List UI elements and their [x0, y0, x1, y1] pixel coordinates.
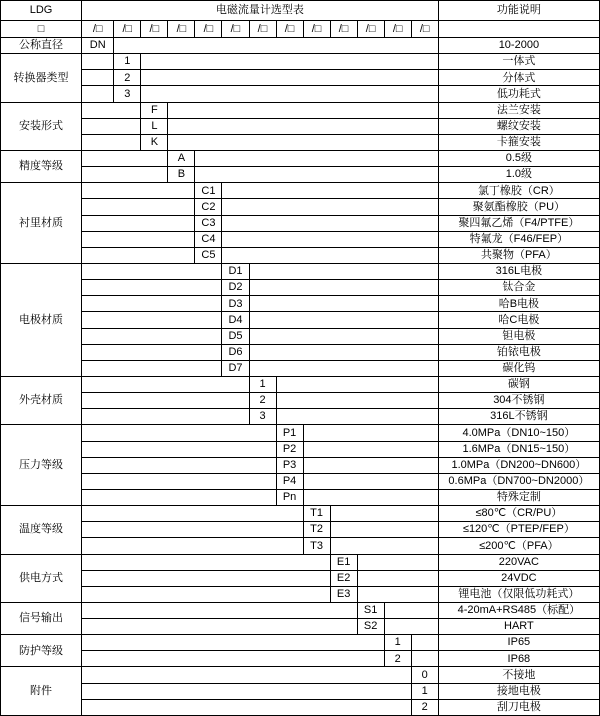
option-description: 316L电极 [438, 263, 599, 279]
option-code[interactable]: B [168, 167, 195, 183]
option-description: 聚四氟乙烯（F4/PTFE） [438, 215, 599, 231]
table-row [1, 683, 600, 699]
spacer-left [82, 506, 303, 522]
table-row [1, 538, 600, 554]
row-label-9: 温度等级 [1, 506, 82, 554]
option-code[interactable]: 3 [249, 409, 276, 425]
spacer-right [276, 393, 438, 409]
table-row [1, 619, 600, 635]
table-row [1, 215, 600, 231]
spacer-left [82, 602, 358, 618]
table-row [1, 602, 600, 618]
option-code[interactable]: P2 [276, 441, 303, 457]
spacer-left [82, 393, 249, 409]
table-row [1, 102, 600, 118]
option-code[interactable]: F [141, 102, 168, 118]
option-description: 分体式 [438, 70, 599, 86]
option-description: 共聚物（PFA） [438, 247, 599, 263]
spacer-left [82, 312, 222, 328]
row-label-3: 安装形式 [1, 102, 82, 150]
option-code[interactable]: C2 [195, 199, 222, 215]
table-row [1, 651, 600, 667]
spacer-left [82, 570, 330, 586]
spacer-left [82, 215, 195, 231]
table-row [1, 489, 600, 505]
option-code[interactable]: K [141, 134, 168, 150]
spacer-right [411, 651, 438, 667]
table-row [1, 393, 600, 409]
option-description: 接地电极 [438, 683, 599, 699]
option-code[interactable]: D1 [222, 263, 249, 279]
model-box-slot: /□ [168, 21, 195, 38]
table-row [1, 522, 600, 538]
option-description: 卡箍安装 [438, 134, 599, 150]
option-description: 螺纹安装 [438, 118, 599, 134]
spacer-right [276, 409, 438, 425]
table-row [1, 699, 600, 715]
option-description: 法兰安装 [438, 102, 599, 118]
table-row [1, 38, 600, 54]
row-label-1: 公称直径 [1, 38, 82, 54]
option-code[interactable]: E2 [330, 570, 357, 586]
model-code-row [1, 21, 600, 38]
spacer-right [114, 38, 438, 54]
option-code[interactable]: 1 [411, 683, 438, 699]
option-description: 4-20mA+RS485（标配） [438, 602, 599, 618]
model-box-slot: /□ [82, 21, 114, 38]
spacer-right [357, 570, 438, 586]
spacer-right [168, 118, 438, 134]
option-description: 不接地 [438, 667, 599, 683]
table-row [1, 263, 600, 279]
option-description: IP68 [438, 651, 599, 667]
model-box-slot: /□ [330, 21, 357, 38]
spacer-right [303, 489, 438, 505]
spacer-right [303, 425, 438, 441]
spacer-left [82, 667, 412, 683]
spacer-right [195, 150, 438, 166]
option-code[interactable]: S2 [357, 619, 384, 635]
option-description: 聚氨酯橡胶（PU） [438, 199, 599, 215]
table-row [1, 328, 600, 344]
model-box-slot: /□ [114, 21, 141, 38]
spacer-left [82, 619, 358, 635]
spacer-left [82, 473, 276, 489]
spacer-right [249, 280, 438, 296]
option-code[interactable]: D3 [222, 296, 249, 312]
row-label-10: 供电方式 [1, 554, 82, 602]
model-box-slot: /□ [276, 21, 303, 38]
table-row [1, 554, 600, 570]
option-code[interactable]: 1 [114, 54, 141, 70]
spacer-right [249, 296, 438, 312]
table-row [1, 54, 600, 70]
table-row [1, 150, 600, 166]
table-title: 电磁流量计选型表 [82, 1, 439, 21]
option-code[interactable]: C1 [195, 183, 222, 199]
option-description: 钛合金 [438, 280, 599, 296]
spacer-right [330, 506, 438, 522]
spacer-right [303, 473, 438, 489]
option-code[interactable]: T3 [303, 538, 330, 554]
spacer-left [82, 183, 195, 199]
table-row [1, 199, 600, 215]
model-prefix-label: LDG [1, 1, 82, 21]
spacer-right [357, 586, 438, 602]
spacer-left [82, 635, 385, 651]
option-description: 锂电池（仅限低功耗式） [438, 586, 599, 602]
model-box-slot: /□ [222, 21, 249, 38]
option-code[interactable]: DN [82, 38, 114, 54]
option-description: 铂铱电极 [438, 344, 599, 360]
option-code[interactable]: D4 [222, 312, 249, 328]
spacer-right [384, 619, 438, 635]
spacer-right [222, 183, 438, 199]
option-description: 特殊定制 [438, 489, 599, 505]
spacer-right [222, 199, 438, 215]
option-code[interactable]: P3 [276, 457, 303, 473]
model-box-slot: /□ [195, 21, 222, 38]
spacer-left [82, 683, 412, 699]
spacer-right [168, 102, 438, 118]
spacer-left [82, 199, 195, 215]
spacer-right [384, 602, 438, 618]
table-row [1, 667, 600, 683]
option-code[interactable]: 0 [411, 667, 438, 683]
option-code[interactable]: S1 [357, 602, 384, 618]
option-description: 碳钢 [438, 376, 599, 392]
selection-table-body [1, 1, 600, 716]
option-code[interactable]: C4 [195, 231, 222, 247]
table-row [1, 376, 600, 392]
model-box-slot: /□ [357, 21, 384, 38]
option-code[interactable]: 2 [114, 70, 141, 86]
option-description: 刮刀电极 [438, 699, 599, 715]
model-box-first: □ [1, 21, 82, 38]
model-box-slot: /□ [411, 21, 438, 38]
option-description: 特氟龙（F46/FEP） [438, 231, 599, 247]
table-row [1, 183, 600, 199]
option-code[interactable]: C3 [195, 215, 222, 231]
table-row [1, 473, 600, 489]
option-description: ≤200℃（PFA） [438, 538, 599, 554]
spacer-left [82, 409, 249, 425]
option-code[interactable]: 2 [411, 699, 438, 715]
table-row [1, 312, 600, 328]
option-code[interactable]: D6 [222, 344, 249, 360]
option-code[interactable]: A [168, 150, 195, 166]
spacer-right [195, 167, 438, 183]
spacer-left [82, 699, 412, 715]
spacer-left [82, 489, 276, 505]
spacer-left [82, 538, 303, 554]
option-code[interactable]: E3 [330, 586, 357, 602]
spacer-left [82, 651, 385, 667]
option-description: 一体式 [438, 54, 599, 70]
option-code[interactable]: L [141, 118, 168, 134]
option-description: 4.0MPa（DN10~150） [438, 425, 599, 441]
spacer-right [141, 86, 438, 102]
spacer-right [276, 376, 438, 392]
spacer-left [82, 522, 303, 538]
model-box-slot: /□ [249, 21, 276, 38]
option-code[interactable]: D5 [222, 328, 249, 344]
spacer-left [82, 231, 195, 247]
spacer-left [82, 376, 249, 392]
option-code[interactable]: 2 [249, 393, 276, 409]
function-description-header: 功能说明 [438, 1, 599, 21]
option-description: 24VDC [438, 570, 599, 586]
table-row [1, 425, 600, 441]
spacer-right [357, 554, 438, 570]
model-box-slot: /□ [141, 21, 168, 38]
table-row [1, 231, 600, 247]
option-code[interactable]: 1 [384, 635, 411, 651]
option-description: 氯丁橡胶（CR） [438, 183, 599, 199]
spacer-right [303, 441, 438, 457]
spacer-left [82, 247, 195, 263]
spacer-left [82, 360, 222, 376]
spacer-right [168, 134, 438, 150]
spacer-left [82, 134, 141, 150]
spacer-right [141, 70, 438, 86]
spacer-right [222, 247, 438, 263]
spacer-left [82, 328, 222, 344]
table-row [1, 1, 600, 21]
spacer-left [82, 167, 168, 183]
option-code[interactable]: 1 [249, 376, 276, 392]
option-description: 304不锈钢 [438, 393, 599, 409]
row-label-5: 衬里材质 [1, 183, 82, 264]
option-code[interactable]: P4 [276, 473, 303, 489]
row-label-12: 防护等级 [1, 635, 82, 667]
model-box-slot: /□ [303, 21, 330, 38]
spacer-left [82, 86, 114, 102]
spacer-left [82, 554, 330, 570]
table-row [1, 296, 600, 312]
row-label-6: 电极材质 [1, 263, 82, 376]
option-description: ≤120℃（PTEP/FEP） [438, 522, 599, 538]
option-description: 钽电极 [438, 328, 599, 344]
spacer-right [303, 457, 438, 473]
option-description: 碳化钨 [438, 360, 599, 376]
spacer-right [249, 312, 438, 328]
spacer-right [222, 231, 438, 247]
spacer-left [82, 54, 114, 70]
table-row [1, 70, 600, 86]
table-row [1, 134, 600, 150]
option-description: 1.6MPa（DN15~150） [438, 441, 599, 457]
option-code[interactable]: T1 [303, 506, 330, 522]
spacer-left [82, 441, 276, 457]
option-code[interactable]: E1 [330, 554, 357, 570]
table-row [1, 570, 600, 586]
spacer-right [249, 263, 438, 279]
option-code[interactable]: P1 [276, 425, 303, 441]
option-code[interactable]: C5 [195, 247, 222, 263]
table-row [1, 586, 600, 602]
table-row [1, 635, 600, 651]
option-code[interactable]: Pn [276, 489, 303, 505]
table-row [1, 167, 600, 183]
option-description: 0.6MPa（DN700~DN2000） [438, 473, 599, 489]
option-description: 0.5级 [438, 150, 599, 166]
table-row [1, 409, 600, 425]
code-row-desc-blank [438, 21, 599, 38]
row-label-2: 转换器类型 [1, 54, 82, 102]
option-description: IP65 [438, 635, 599, 651]
row-label-8: 压力等级 [1, 425, 82, 506]
option-description: 220VAC [438, 554, 599, 570]
spacer-left [82, 457, 276, 473]
spacer-right [141, 54, 438, 70]
table-row [1, 86, 600, 102]
row-label-11: 信号输出 [1, 602, 82, 634]
option-description: 1.0级 [438, 167, 599, 183]
option-description: 10-2000 [438, 38, 599, 54]
spacer-right [411, 635, 438, 651]
table-row [1, 344, 600, 360]
row-label-7: 外壳材质 [1, 376, 82, 424]
table-row [1, 360, 600, 376]
option-description: 哈B电极 [438, 296, 599, 312]
spacer-right [330, 522, 438, 538]
option-code[interactable]: T2 [303, 522, 330, 538]
option-description: 低功耗式 [438, 86, 599, 102]
spacer-right [249, 328, 438, 344]
spacer-right [249, 344, 438, 360]
spacer-left [82, 150, 168, 166]
spacer-left [82, 118, 141, 134]
spacer-left [82, 70, 114, 86]
option-description: ≤80℃（CR/PU） [438, 506, 599, 522]
table-row [1, 118, 600, 134]
spacer-left [82, 296, 222, 312]
option-code[interactable]: D7 [222, 360, 249, 376]
spacer-left [82, 102, 141, 118]
option-description: 1.0MPa（DN200~DN600） [438, 457, 599, 473]
spacer-right [330, 538, 438, 554]
row-label-13: 附件 [1, 667, 82, 716]
spacer-left [82, 586, 330, 602]
option-code[interactable]: 2 [384, 651, 411, 667]
spacer-right [249, 360, 438, 376]
spacer-right [222, 215, 438, 231]
option-description: 316L不锈钢 [438, 409, 599, 425]
row-label-4: 精度等级 [1, 150, 82, 182]
option-description: HART [438, 619, 599, 635]
option-description: 哈C电极 [438, 312, 599, 328]
table-row [1, 441, 600, 457]
option-code[interactable]: D2 [222, 280, 249, 296]
spacer-left [82, 280, 222, 296]
table-row [1, 457, 600, 473]
spacer-left [82, 425, 276, 441]
table-row [1, 247, 600, 263]
spacer-left [82, 263, 222, 279]
model-box-slot: /□ [384, 21, 411, 38]
table-row [1, 506, 600, 522]
option-code[interactable]: 3 [114, 86, 141, 102]
table-row [1, 280, 600, 296]
spacer-left [82, 344, 222, 360]
